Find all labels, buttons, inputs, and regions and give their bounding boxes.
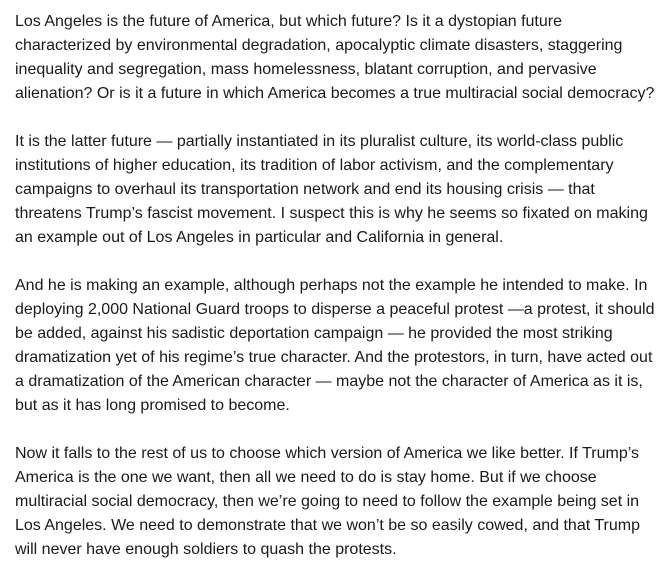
text-line: campaigns to overhaul its transportation network and end its housing crisis — that (15, 181, 595, 198)
text-line: dramatization yet of his regime’s true character. And the protestors, in turn, have acted out (15, 349, 653, 366)
text-line: characterized by environmental degradation, apocalyptic climate disasters, staggering (15, 37, 623, 54)
text-line: multiracial social democracy, then we’re going to need to follow the example being set in (15, 493, 640, 510)
text-line: will never have enough soldiers to quash the protests. (15, 541, 397, 558)
text-line: a dramatization of the American character — maybe not the character of America as it is, (15, 373, 643, 390)
text-line: America is the one we want, then all we need to do is stay home. But if we choose (15, 469, 597, 486)
text-line: an example out of Los Angeles in particular and California in general. (15, 229, 504, 246)
text-line: And he is making an example, although perhaps not the example he intended to make. In (15, 277, 648, 294)
text-line: alienation? Or is it a future in which America becomes a true multiracial social democracy? (15, 85, 655, 102)
paragraph-3 (15, 274, 663, 418)
text-line: threatens Trump’s fascist movement. I suspect this is why he seems so fixated on making (15, 205, 648, 222)
paragraph-2 (15, 130, 663, 250)
paragraph-1 (15, 10, 663, 106)
text-line: deploying 2,000 National Guard troops to disperse a peaceful protest —a protest, it should (15, 301, 655, 318)
text-line: inequality and segregation, mass homelessness, blatant corruption, and pervasive (15, 61, 597, 78)
text-line: Los Angeles. We need to demonstrate that we won’t be so easily cowed, and that Trump (15, 517, 640, 534)
paragraph-4 (15, 442, 663, 562)
text-line: Now it falls to the rest of us to choose which version of America we like better. If Trump’s (15, 445, 639, 462)
article-body (15, 10, 663, 562)
text-line: be added, against his sadistic deportation campaign — he provided the most striking (15, 325, 613, 342)
text-line: Los Angeles is the future of America, but which future? Is it a dystopian future (15, 13, 562, 30)
text-line: but as it has long promised to become. (15, 397, 290, 414)
text-line: institutions of higher education, its tradition of labor activism, and the complementary (15, 157, 614, 174)
text-line: It is the latter future — partially instantiated in its pluralist culture, its world-class public (15, 133, 624, 150)
